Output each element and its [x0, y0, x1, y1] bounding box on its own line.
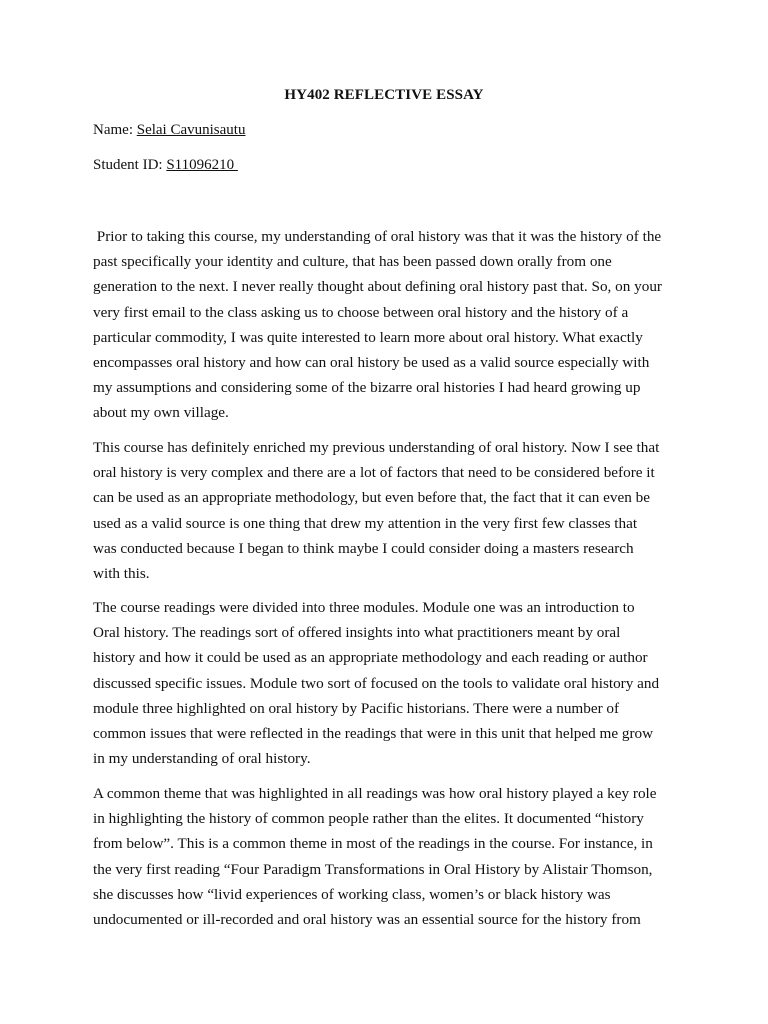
paragraph-line: with this. [93, 564, 150, 582]
paragraph-line: Prior to taking this course, my understanding of oral history was that it was the history of the [93, 228, 662, 245]
paragraph-3 [93, 595, 675, 771]
paragraph-line: This course has definitely enriched my previous understanding of oral history. Now I see that [93, 439, 660, 456]
student-id-field [93, 157, 238, 174]
paragraph-1 [93, 224, 675, 426]
name-field [93, 122, 245, 139]
paragraph-line: used as a valid source is one thing that drew my attention in the very first few classes that [93, 514, 638, 532]
paragraph-line: encompasses oral history and how can oral history be used as a valid source especially with [93, 353, 650, 371]
paragraph-line: module three highlighted on oral history by Pacific historians. There were a number of [93, 699, 620, 717]
paragraph-line: in highlighting the history of common people rather than the elites. It documented “history [93, 810, 644, 828]
student-id-label: Student ID: [93, 157, 167, 173]
paragraph-line: common issues that were reflected in the readings that were in this unit that helped me grow [93, 724, 654, 742]
paragraph-line: oral history is very complex and there are a lot of factors that need to be considered before it [93, 464, 655, 482]
paragraph-line: the very first reading “Four Paradigm Transformations in Oral History by Alistair Thomson, [93, 860, 653, 878]
paragraph-4 [93, 781, 675, 932]
paragraph-line: can be used as an appropriate methodology, but even before that, the fact that it can even be [93, 489, 650, 507]
paragraph-line: history and how it could be used as an appropriate methodology and each reading or author [93, 649, 648, 667]
paragraph-line: The course readings were divided into three modules. Module one was an introduction to [93, 599, 635, 616]
paragraph-line: generation to the next. I never really thought about defining oral history past that. So, on your [93, 278, 662, 296]
paragraph-line: discussed specific issues. Module two sort of focused on the tools to validate oral history and [93, 674, 660, 692]
paragraph-line: undocumented or ill-recorded and oral history was an essential source for the history from [93, 910, 641, 928]
paragraph-2 [93, 435, 675, 586]
essay-title: HY402 REFLECTIVE ESSAY [284, 87, 484, 103]
name-value: Selai Cavunisautu [136, 122, 246, 138]
paragraph-line: in my understanding of oral history. [93, 750, 311, 768]
paragraph-line: she discusses how “livid experiences of working class, women’s or black history was [93, 885, 611, 903]
paragraph-line: was conducted because I began to think maybe I could consider doing a masters research [93, 539, 634, 557]
paragraph-line: my assumptions and considering some of the bizarre oral histories I had heard growing up [93, 379, 641, 397]
paragraph-line: about my own village. [93, 404, 229, 422]
paragraph-line: past specifically your identity and culture, that has been passed down orally from one [93, 253, 612, 271]
paragraph-line: very first email to the class asking us to choose between oral history and the history of a [93, 303, 629, 321]
paragraph-line: A common theme that was highlighted in all readings was how oral history played a key role [93, 785, 657, 802]
name-label: Name: [93, 122, 137, 138]
paragraph-line: Oral history. The readings sort of offered insights into what practitioners meant by oral [93, 624, 621, 642]
paragraph-line: from below”. This is a common theme in most of the readings in the course. For instance, in [93, 835, 653, 853]
paragraph-line: particular commodity, I was quite interested to learn more about oral history. What exactly [93, 328, 643, 346]
student-id-value: S11096210 [166, 157, 238, 173]
